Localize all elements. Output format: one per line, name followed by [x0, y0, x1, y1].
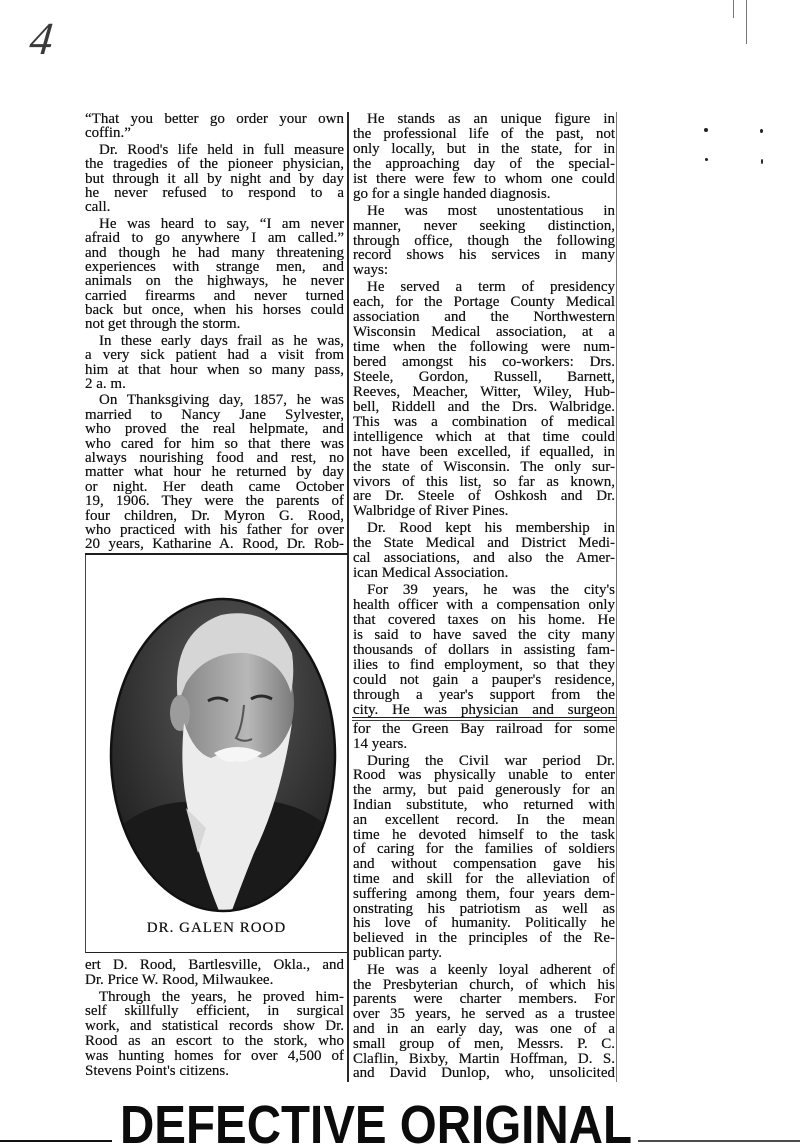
text-line: that covered taxes on his home. He: [353, 611, 615, 628]
text-line: him at that hour when so many pass,: [85, 361, 344, 378]
text-line: Walbridge of River Pines.: [353, 503, 509, 520]
text-line: animals on the highways, he never: [85, 273, 344, 290]
scan-line: [746, 0, 747, 44]
text-line: ert D. Rood, Bartlesville, Okla., and: [85, 957, 344, 973]
paragraph: [353, 583, 615, 717]
text-line: married to Nancy Jane Sylvester,: [85, 406, 344, 423]
text-line: believed in the principles of the Re-: [353, 930, 615, 947]
text-line: the State Medical and District Medi-: [353, 535, 615, 552]
paragraph: [85, 393, 344, 551]
paragraph: [353, 280, 615, 519]
paragraph: [353, 204, 615, 279]
text-line: This was a combination of medical: [353, 413, 615, 430]
portrait-image: [86, 555, 348, 953]
text-line: or night. Her death came October: [85, 478, 344, 495]
text-line: Through the years, he proved him-: [99, 988, 344, 1005]
text-line: “That you better go order your own: [85, 111, 344, 127]
text-line: For 39 years, he was the city's: [367, 582, 615, 599]
text-line: was hunting homes for over 4,500 of: [85, 1047, 344, 1064]
text-line: the army, but paid generously for an: [353, 782, 615, 799]
text-line: 20 years, Katharine A. Rood, Dr. Rob-: [85, 536, 344, 553]
right-column-lower-text: [353, 722, 615, 1081]
paragraph: [353, 754, 615, 961]
text-line: but through it all by night and by day: [85, 170, 344, 187]
text-line: the approaching day of the special-: [353, 155, 615, 172]
text-line: Dr. Price W. Rood, Milwaukee.: [85, 971, 274, 988]
paragraph: [353, 722, 615, 752]
text-line: Indian substitute, who returned with: [353, 796, 615, 813]
text-line: not have been excelled, if equalled, in: [353, 443, 615, 460]
paragraph: [85, 217, 344, 332]
text-line: ways:: [353, 262, 388, 279]
text-line: 2 a. m.: [85, 376, 126, 393]
text-line: He was a keenly loyal adherent of: [367, 961, 615, 978]
stamp-text: DEFECTIVE ORIGINAL: [120, 1095, 632, 1144]
text-line: association and the Northwestern: [353, 309, 615, 326]
text-line: are Dr. Steele of Oshkosh and Dr.: [353, 488, 615, 505]
text-line: not get through the storm.: [85, 316, 241, 333]
paragraph: [85, 958, 344, 988]
text-line: could not gain a pauper's residence,: [353, 671, 615, 688]
portrait-caption: DR. GALEN ROOD: [146, 920, 287, 936]
text-line: only locally, but in the state, for in: [353, 140, 615, 157]
text-line: cal associations, and also the Amer-: [353, 550, 615, 567]
text-line: who proved the real helpmate, and: [85, 421, 344, 438]
text-line: Dr. Rood's life held in full measure: [99, 141, 344, 158]
text-line: manner, never seeking distinction,: [353, 217, 615, 234]
text-line: and though he had many threatening: [85, 244, 344, 261]
text-line: city. He was physician and surgeon: [353, 701, 615, 718]
text-line: the Presbyterian church, of which his: [353, 976, 615, 993]
text-line: the tragedies of the pioneer physician,: [85, 156, 344, 173]
text-line: back but once, when his horses could: [85, 302, 344, 319]
text-line: time he devoted himself to the task: [353, 826, 615, 843]
text-line: he never refused to respond to a: [85, 184, 344, 201]
text-line: vivors of this list, so far as known,: [353, 473, 615, 490]
text-line: through a year's support from the: [353, 686, 615, 703]
text-line: his love of humanity. Politically he: [353, 915, 615, 932]
portrait-frame: [85, 555, 347, 953]
text-line: and in an early day, was one of a: [353, 1020, 615, 1037]
text-line: He stands as an unique figure in: [367, 111, 615, 127]
paragraph: [353, 963, 615, 1081]
text-line: of caring for the families of soldiers: [353, 841, 615, 858]
paragraph: [353, 112, 615, 202]
text-line: record shows his services in many: [353, 247, 615, 264]
text-line: through office, though the following: [353, 232, 615, 249]
text-line: Dr. Rood kept his membership in: [367, 520, 615, 537]
scan-speck: [704, 128, 708, 132]
paragraph: [85, 112, 344, 141]
text-line: health officer with a compensation only: [353, 597, 615, 613]
text-line: each, for the Portage County Medical: [353, 294, 615, 311]
text-line: Stevens Point's citizens.: [85, 1062, 229, 1079]
text-line: go for a single handed diagnosis.: [353, 185, 551, 202]
text-line: 14 years.: [353, 735, 408, 752]
text-line: Steele, Gordon, Russell, Barnett,: [353, 368, 615, 385]
text-line: He was heard to say, “I am never: [99, 215, 344, 232]
text-line: experiences with strange men, and: [85, 258, 344, 275]
text-line: Rood was physically unable to enter: [353, 767, 615, 784]
text-line: for the Green Bay railroad for some: [353, 721, 615, 737]
text-line: publican party.: [353, 944, 442, 961]
text-line: parents were charter members. For: [353, 991, 615, 1008]
text-line: over 35 years, he served as a trustee: [353, 1006, 615, 1023]
text-line: On Thanksgiving day, 1857, he was: [99, 392, 344, 409]
text-line: call.: [85, 199, 111, 216]
text-line: carried firearms and never turned: [85, 287, 344, 304]
text-line: He was most unostentatious in: [367, 202, 615, 219]
text-line: afraid to go anywhere I am called.”: [85, 230, 344, 247]
text-line: onstrating his patriotism as well as: [353, 900, 615, 917]
text-line: bell, Riddell and the Drs. Walbridge.: [353, 398, 615, 415]
text-line: coffin.”: [85, 125, 131, 142]
text-line: small group of men, Messrs. P. C.: [353, 1035, 615, 1052]
text-line: bered amongst his co-workers: Drs.: [353, 354, 615, 370]
scan-line: [733, 0, 734, 18]
text-line: Claflin, Bixby, Martin Hoffman, D. S.: [353, 1050, 615, 1067]
portrait-photo: [86, 555, 348, 953]
text-line: the professional life of the past, not: [353, 125, 615, 142]
text-line: the state of Wisconsin. The only sur-: [353, 458, 615, 475]
scan-speck: [705, 158, 708, 161]
text-line: 19, 1906. They were the parents of: [85, 493, 344, 510]
handwritten-page-number: 4: [27, 13, 56, 64]
paragraph: [85, 334, 344, 392]
text-line: During the Civil war period Dr.: [367, 752, 615, 769]
text-line: Reeves, Meacher, Witter, Wiley, Hub-: [353, 383, 615, 400]
text-line: a very sick patient had a visit from: [85, 347, 344, 364]
text-line: ican Medical Association.: [353, 565, 509, 582]
text-line: who practiced with his father for over: [85, 521, 344, 538]
text-line: an excellent record. In the mean: [353, 811, 615, 828]
portrait-ear: [170, 695, 190, 731]
text-line: He served a term of presidency: [367, 279, 615, 296]
left-column-top-text: [85, 112, 344, 552]
text-line: ilies to find employment, so that they: [353, 656, 615, 673]
text-line: time when the following were num-: [353, 339, 615, 356]
text-line: Wisconsin Medical association, at a: [353, 324, 615, 341]
scan-speck: [761, 159, 763, 164]
paragraph: [85, 143, 344, 215]
right-column-upper-text: [353, 112, 615, 718]
text-line: time and skill for the alleviation of: [353, 870, 615, 887]
text-line: self skillfully efficient, in surgical: [85, 1003, 344, 1020]
text-line: ist there were few to whom one could: [353, 170, 615, 187]
text-line: always nourishing food and rest, no: [85, 449, 344, 466]
text-line: In these early days frail as he was,: [99, 332, 344, 349]
paragraph: [353, 521, 615, 581]
scan-speck: [760, 129, 763, 133]
defective-original-stamp: [0, 1090, 800, 1144]
text-line: thousands of dollars in assisting fam-: [353, 641, 615, 658]
text-line: who cared for him so that there was: [85, 435, 344, 452]
text-line: Rood as an escort to the stork, who: [85, 1032, 344, 1049]
text-line: suffering among them, four years dem-: [353, 885, 615, 902]
text-line: is said to have saved the city many: [353, 626, 615, 643]
text-line: four children, Dr. Myron G. Rood,: [85, 507, 344, 524]
clipping-right-edge: [616, 112, 617, 1082]
left-column-bottom-text: [85, 958, 344, 1078]
text-line: and David Dunlop, who, unsolicited: [353, 1065, 615, 1082]
paragraph: [85, 990, 344, 1079]
text-line: intelligence which at that time could: [353, 428, 615, 445]
text-line: and without compensation gave his: [353, 856, 615, 873]
text-line: work, and statistical records show Dr.: [85, 1018, 344, 1035]
text-line: matter what hour he returned by day: [85, 464, 344, 481]
